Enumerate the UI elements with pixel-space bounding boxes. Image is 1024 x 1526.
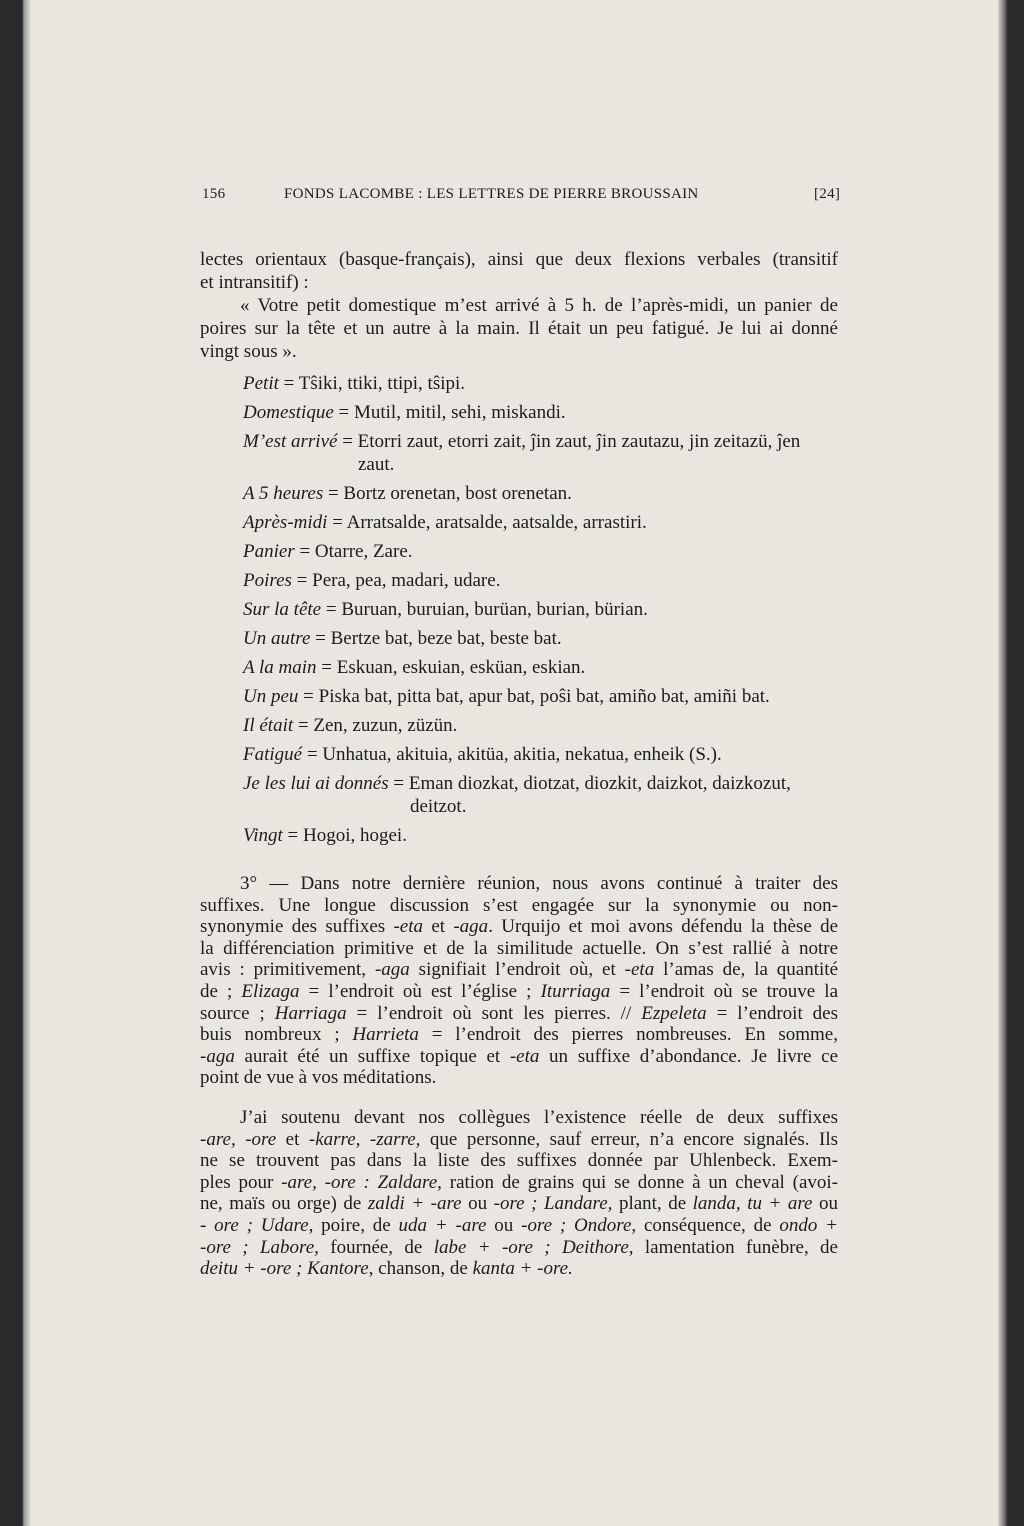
vocabulary-entry bbox=[243, 714, 838, 737]
french-term: Il était bbox=[243, 715, 294, 736]
french-term: Petit bbox=[243, 373, 279, 394]
italic-term: -aga bbox=[453, 916, 489, 938]
text-line bbox=[200, 1003, 838, 1025]
entry-line bbox=[243, 569, 838, 592]
french-term: A la main bbox=[243, 657, 317, 678]
text-segment: = l’endroit des pierres nombreuses. En somme, bbox=[418, 1024, 838, 1046]
italic-term: -karre, -zarre, bbox=[308, 1128, 421, 1150]
italic-term: Harriaga bbox=[274, 1002, 347, 1024]
quote-paragraph bbox=[200, 294, 838, 363]
text-segment: synonymie des suffixes bbox=[200, 916, 394, 938]
italic-term: kanta + -ore. bbox=[472, 1258, 573, 1280]
italic-term: -ore ; Ondore, bbox=[521, 1214, 637, 1236]
basque-translations: = Piska bat, pitta bat, apur bat, poŝi bat, amiño bat, amiñi bat. bbox=[303, 686, 770, 707]
italic-term: Iturriaga bbox=[540, 980, 611, 1002]
text-line bbox=[200, 1129, 838, 1151]
basque-translations: = Tŝiki, ttiki, ttipi, tŝipi. bbox=[283, 373, 466, 394]
text-segment: ration de grains qui se donne à un cheval (avoi- bbox=[441, 1171, 838, 1193]
text-segment: avis : primitivement, bbox=[200, 959, 375, 981]
text-segment: aurait été un suffixe topique et bbox=[234, 1045, 510, 1067]
text-segment: ou bbox=[812, 1193, 838, 1215]
text-segment: source ; bbox=[200, 1002, 275, 1024]
basque-translations: = Bertze bat, beze bat, beste bat. bbox=[315, 628, 562, 649]
entry-line bbox=[243, 430, 838, 453]
text-line bbox=[200, 1107, 838, 1129]
text-line bbox=[200, 294, 838, 317]
french-term: Un autre bbox=[243, 628, 311, 649]
italic-term: -eta bbox=[509, 1045, 540, 1067]
vocabulary-entry bbox=[243, 824, 838, 847]
french-term: Poires bbox=[243, 570, 292, 591]
entry-line bbox=[243, 540, 838, 563]
basque-translations: = Mutil, mitil, sehi, miskandi. bbox=[338, 402, 566, 423]
entry-line bbox=[243, 372, 838, 395]
french-term: Panier bbox=[243, 541, 295, 562]
french-term: Un peu bbox=[243, 686, 299, 707]
basque-translations: = Pera, pea, madari, udare. bbox=[296, 570, 501, 591]
entry-line bbox=[243, 598, 838, 621]
italic-term: -aga bbox=[200, 1045, 235, 1067]
text-line bbox=[200, 938, 838, 960]
text-line bbox=[200, 895, 838, 917]
entry-line bbox=[243, 656, 838, 679]
french-term: M’est arrivé bbox=[243, 431, 338, 452]
french-term: A 5 heures bbox=[243, 483, 324, 504]
italic-term: uda + -are bbox=[398, 1214, 487, 1236]
text-line bbox=[200, 1193, 838, 1215]
text-segment: la différenciation primitive et de la similitude actuelle. On s’est rallié à notre bbox=[200, 937, 838, 959]
text-line bbox=[200, 1237, 838, 1259]
entry-line bbox=[243, 482, 838, 505]
text-segment: suffixes. Une longue discussion s’est engagée sur la synonymie ou non- bbox=[200, 894, 838, 916]
italic-term: -eta bbox=[393, 916, 424, 938]
basque-translations: = Eman diozkat, diotzat, diozkit, daizkot, daizkozut, bbox=[393, 773, 791, 794]
text-line bbox=[200, 1046, 838, 1068]
text-line bbox=[200, 1024, 838, 1046]
text-segment: J’ai soutenu devant nos collègues l’existence réelle de deux suffixes bbox=[240, 1107, 838, 1128]
text-segment: buis nombreux ; bbox=[200, 1024, 353, 1046]
text-segment: poires sur la tête et un autre à la main. Il était un peu fatigué. Je lui ai donné bbox=[200, 318, 838, 339]
section-number: [24] bbox=[814, 186, 841, 202]
text-segment: . Urquijo et moi avons défendu la thèse de bbox=[488, 916, 838, 938]
italic-term: -are, -ore : Zaldare, bbox=[281, 1171, 442, 1193]
italic-term: Elizaga bbox=[241, 980, 300, 1002]
french-term: Sur la tête bbox=[243, 599, 322, 620]
text-line bbox=[200, 1150, 838, 1172]
text-segment: = l’endroit des bbox=[706, 1002, 839, 1024]
entry-line bbox=[243, 772, 838, 795]
vocabulary-entry bbox=[243, 372, 838, 395]
text-line bbox=[200, 959, 838, 981]
text-line bbox=[200, 340, 838, 363]
basque-translations: = Etorri zaut, etorri zait, ĵin zaut, ĵin zautazu, jin zeitazü, ĵen bbox=[342, 431, 801, 452]
text-segment: l’amas de, la quantité bbox=[654, 959, 838, 981]
next-page-edge bbox=[998, 0, 1024, 1526]
basque-translations: = Hogoi, hogei. bbox=[287, 825, 407, 846]
text-segment: vingt sous ». bbox=[200, 341, 297, 362]
basque-translations: deitzot. bbox=[410, 796, 467, 817]
text-segment: et intransitif) : bbox=[200, 272, 309, 293]
entry-line bbox=[243, 627, 838, 650]
text-segment: chanson, de bbox=[373, 1258, 473, 1280]
vocabulary-entry bbox=[243, 598, 838, 621]
text-segment: signifiait l’endroit où, et bbox=[409, 959, 625, 981]
italic-term: -eta bbox=[624, 959, 655, 981]
paragraph-suffixes-examples bbox=[200, 1107, 838, 1280]
text-segment: que personne, sauf erreur, n’a encore signalés. Ils bbox=[420, 1128, 838, 1150]
vocabulary-entry bbox=[243, 656, 838, 679]
text-line bbox=[200, 1172, 838, 1194]
italic-term: Harrieta bbox=[352, 1024, 419, 1046]
vocabulary-entry bbox=[243, 743, 838, 766]
basque-translations: = Unhatua, akituia, akitüa, akitia, nekatua, enheik (S.). bbox=[306, 744, 722, 765]
text-segment: ples pour bbox=[200, 1171, 282, 1193]
italic-term: -are, -ore bbox=[200, 1128, 277, 1150]
text-line bbox=[200, 873, 838, 895]
italic-term: -aga bbox=[374, 959, 410, 981]
entry-line bbox=[243, 795, 838, 818]
italic-term: landa, tu + are bbox=[692, 1193, 813, 1215]
basque-translations: = Bortz orenetan, bost orenetan. bbox=[327, 483, 572, 504]
book-spine-edge bbox=[0, 0, 30, 1526]
entry-line bbox=[243, 511, 838, 534]
basque-translations: = Zen, zuzun, züzün. bbox=[297, 715, 458, 736]
text-segment: ne se trouvent pas dans la liste des suffixes donnée par Uhlenbeck. Exem- bbox=[200, 1150, 838, 1172]
italic-term: zaldi + -are bbox=[367, 1193, 462, 1215]
text-segment: point de vue à vos méditations. bbox=[200, 1067, 437, 1089]
vocabulary-entry bbox=[243, 430, 838, 476]
vocabulary-entry bbox=[243, 627, 838, 650]
basque-translations: = Buruan, buruian, burüan, burian, bürian. bbox=[325, 599, 648, 620]
intro-paragraph bbox=[200, 248, 838, 294]
entry-line bbox=[243, 743, 838, 766]
french-term: Je les lui ai donnés bbox=[243, 773, 389, 794]
vocabulary-entry bbox=[243, 511, 838, 534]
french-term: Après-midi bbox=[243, 512, 328, 533]
text-line bbox=[200, 1067, 838, 1089]
text-segment: ou bbox=[461, 1193, 494, 1215]
basque-translations: = Otarre, Zare. bbox=[299, 541, 413, 562]
vocabulary-entry bbox=[243, 772, 838, 818]
entry-line bbox=[243, 714, 838, 737]
text-segment: « Votre petit domestique m’est arrivé à 5 h. de l’après-midi, un panier de bbox=[240, 295, 838, 316]
vocabulary-entry bbox=[243, 685, 838, 708]
text-segment: un suffixe d’abondance. Je livre ce bbox=[539, 1045, 839, 1067]
text-segment: lamentation funèbre, de bbox=[633, 1236, 838, 1258]
page-number: 156 bbox=[202, 186, 226, 202]
entry-line bbox=[243, 401, 838, 424]
text-segment: fournée, de bbox=[318, 1236, 434, 1258]
text-line bbox=[200, 916, 838, 938]
paragraph-suffixes-discussion bbox=[200, 873, 838, 1089]
vocabulary-entry bbox=[243, 401, 838, 424]
text-segment: = l’endroit où sont les pierres. // bbox=[346, 1002, 642, 1024]
text-segment: de ; bbox=[200, 980, 242, 1002]
entry-line bbox=[243, 685, 838, 708]
text-segment: = l’endroit où est l’église ; bbox=[299, 980, 541, 1002]
text-line bbox=[200, 1258, 838, 1280]
italic-term: -ore ; Landare, bbox=[493, 1193, 613, 1215]
vocabulary-entry bbox=[243, 569, 838, 592]
text-segment: conséquence, de bbox=[636, 1214, 780, 1236]
italic-term: Ezpeleta bbox=[641, 1002, 707, 1024]
italic-term: ondo + bbox=[779, 1214, 839, 1236]
text-line bbox=[200, 1215, 838, 1237]
text-segment: = l’endroit où se trouve la bbox=[610, 980, 839, 1002]
text-line bbox=[200, 317, 838, 340]
french-term: Domestique bbox=[243, 402, 334, 423]
entry-line bbox=[243, 824, 838, 847]
text-segment: ne, maïs ou orge) de bbox=[200, 1193, 368, 1215]
vocabulary-entry bbox=[243, 482, 838, 505]
basque-translations: = Arratsalde, aratsalde, aatsalde, arrastiri. bbox=[332, 512, 647, 533]
basque-translations: zaut. bbox=[358, 454, 395, 475]
running-title: FONDS LACOMBE : LES LETTRES DE PIERRE BROUSSAIN bbox=[284, 186, 699, 202]
text-line bbox=[200, 981, 838, 1003]
text-segment: poire, de bbox=[313, 1214, 399, 1236]
italic-term: deitu + -ore ; Kantore, bbox=[200, 1258, 374, 1280]
french-term: Vingt bbox=[243, 825, 283, 846]
french-term: Fatigué bbox=[243, 744, 303, 765]
text-line bbox=[200, 271, 838, 294]
text-segment: 3° — Dans notre dernière réunion, nous avons continué à traiter des bbox=[240, 873, 838, 894]
vocabulary-list bbox=[243, 372, 838, 853]
text-segment: ou bbox=[486, 1214, 522, 1236]
vocabulary-entry bbox=[243, 540, 838, 563]
italic-term: - ore ; Udare, bbox=[200, 1214, 314, 1236]
italic-term: labe + -ore ; Deithore, bbox=[433, 1236, 634, 1258]
running-header bbox=[202, 186, 840, 208]
entry-line bbox=[243, 453, 838, 476]
text-segment: lectes orientaux (basque-français), ainsi que deux flexions verbales (transitif bbox=[200, 249, 838, 270]
text-segment: et bbox=[423, 916, 454, 938]
basque-translations: = Eskuan, eskuian, esküan, eskian. bbox=[321, 657, 586, 678]
text-line bbox=[200, 248, 838, 271]
text-segment: plant, de bbox=[612, 1193, 693, 1215]
text-segment: et bbox=[276, 1128, 309, 1150]
italic-term: -ore ; Labore, bbox=[200, 1236, 319, 1258]
